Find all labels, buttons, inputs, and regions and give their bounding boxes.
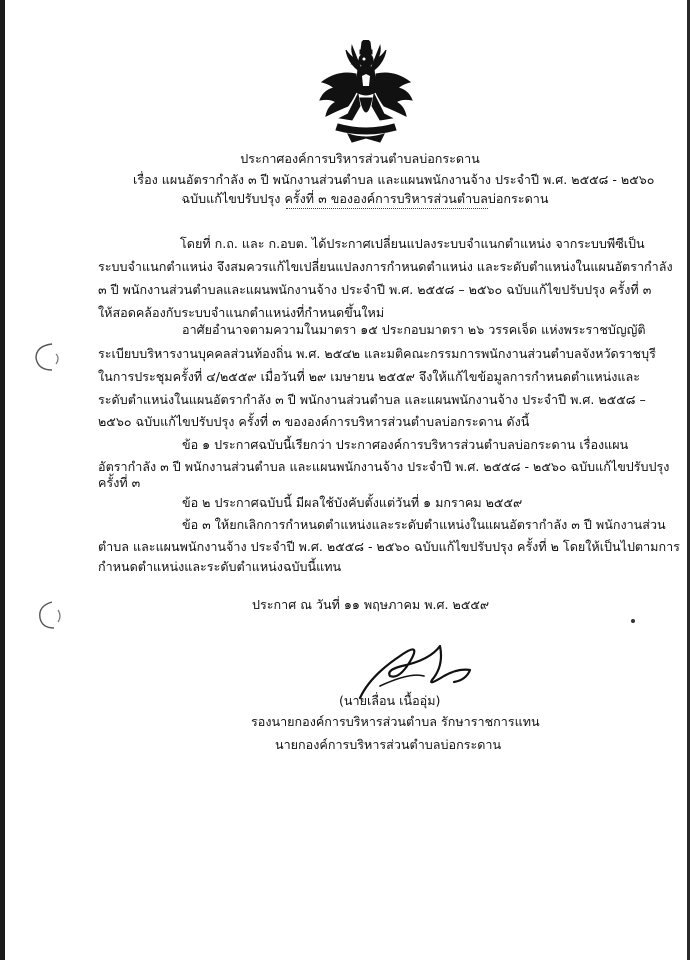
scan-edge-left [0, 0, 5, 960]
paragraph-1-line-1: โดยที่ ก.ถ. และ ก.อบต. ได้ประกาศเปลี่ยนแปลงระบบจำแนกตำแหน่ง จากระบบพีซีเป็น [180, 236, 645, 251]
signer-title-2: นายกองค์การบริหารส่วนตำบลบ่อกระดาน [275, 737, 502, 752]
paragraph-2-line-5: ๒๕๖๐ ฉบับแก้ไขปรับปรุง ครั้งที่ ๓ ขององค์การบริหารส่วนตำบลบ่อกระดาน ดังนี้ [98, 414, 530, 429]
paragraph-1-line-2: ระบบจำแนกตำแหน่ง จึงสมควรแก้ไขเปลี่ยนแปลงการกำหนดตำแหน่ง และระดับตำแหน่งในแผนอัตรากำลัง [98, 259, 673, 274]
paragraph-1-line-3: ๓ ปี พนักงานส่วนตำบลและแผนพนักงานจ้าง ประจำปี พ.ศ. ๒๕๕๘ – ๒๕๖๐ ฉบับแก้ไขปรับปรุง ครั้งที่ ๓ [98, 282, 652, 297]
clause-3-line-3: กำหนดตำแหน่งและระดับตำแหน่งฉบับนี้แทน [98, 559, 342, 574]
paragraph-2-line-1: อาศัยอำนาจตามความในมาตรา ๑๕ ประกอบมาตรา ๒๖ วรรคเจ็ด แห่งพระราชบัญญัติ [182, 322, 646, 337]
paragraph-1-line-4: ให้สอดคล้องกับระบบจำแนกตำแหน่งที่กำหนดขึ้นใหม่ [98, 305, 385, 320]
clause-2: ข้อ ๒ ประกาศฉบับนี้ มีผลใช้บังคับตั้งแต่วันที่ ๑ มกราคม ๒๕๕๙ [182, 495, 523, 510]
punch-hole-mark-top [30, 340, 64, 374]
clause-3-line-2: ตำบล และแผนพนักงานจ้าง ประจำปี พ.ศ. ๒๕๕๘ - ๒๕๖๐ ฉบับแก้ไขปรับปรุง ครั้งที่ ๒ โดยให้เป็นไปตามการ [98, 539, 680, 554]
document-subject-continued: ฉบับแก้ไขปรับปรุง ครั้งที่ ๓ ขององค์การบริหารส่วนตำบลบ่อกระดาน [181, 191, 549, 206]
scan-speck [628, 616, 638, 626]
punch-hole-mark-bottom [32, 598, 66, 632]
signer-title-1: รองนายกองค์การบริหารส่วนตำบล รักษาราชการแทน [251, 714, 540, 729]
document-subject: เรื่อง แผนอัตรากำลัง ๓ ปี พนักงานส่วนตำบล และแผนพนักงานจ้าง ประจำปี พ.ศ. ๒๕๕๘ - ๒๕๖๐ [133, 172, 655, 187]
announcement-date: ประกาศ ณ วันที่ ๑๑ พฤษภาคม พ.ศ. ๒๕๕๙ [252, 597, 490, 612]
clause-1-line-1: ข้อ ๑ ประกาศฉบับนี้เรียกว่า ประกาศองค์การบริหารส่วนตำบลบ่อกระดาน เรื่องแผน [182, 437, 629, 452]
clause-1-line-3: ครั้งที่ ๓ [98, 475, 141, 490]
dotted-separator [286, 208, 488, 209]
signer-name: (นายเลื่อน เนื้ออุ่ม) [339, 693, 441, 708]
paragraph-2-line-2: ระเบียบบริหารงานบุคคลส่วนท้องถิ่น พ.ศ. ๒๕๔๒ และมติคณะกรรมการพนักงานส่วนตำบลจังหวัดราชบุรี [98, 346, 656, 361]
document-title: ประกาศองค์การบริหารส่วนตำบลบ่อกระดาน [240, 151, 480, 166]
clause-1-line-2: อัตรากำลัง ๓ ปี พนักงานส่วนตำบล และแผนพนักงานจ้าง ประจำปี พ.ศ. ๒๕๕๘ - ๒๕๖๐ ฉบับแก้ไขปรับปรุง [98, 459, 670, 474]
paragraph-2-line-4: ระดับตำแหน่งในแผนอัตรากำลัง ๓ ปี พนักงานส่วนตำบล และแผนพนักงานจ้าง ประจำปี พ.ศ. ๒๕๕๘ – [98, 392, 646, 407]
garuda-emblem-icon [318, 40, 414, 144]
paragraph-2-line-3: ในการประชุมครั้งที่ ๔/๒๕๕๙ เมื่อวันที่ ๒๙ เมษายน ๒๕๕๙ จึงให้แก้ไขข้อมูลการกำหนดตำแหน่งและ [98, 369, 640, 384]
clause-3-line-1: ข้อ ๓ ให้ยกเลิกการกำหนดตำแหน่งและระดับตำแหน่งในแผนอัตรากำลัง ๓ ปี พนักงานส่วน [182, 517, 666, 532]
